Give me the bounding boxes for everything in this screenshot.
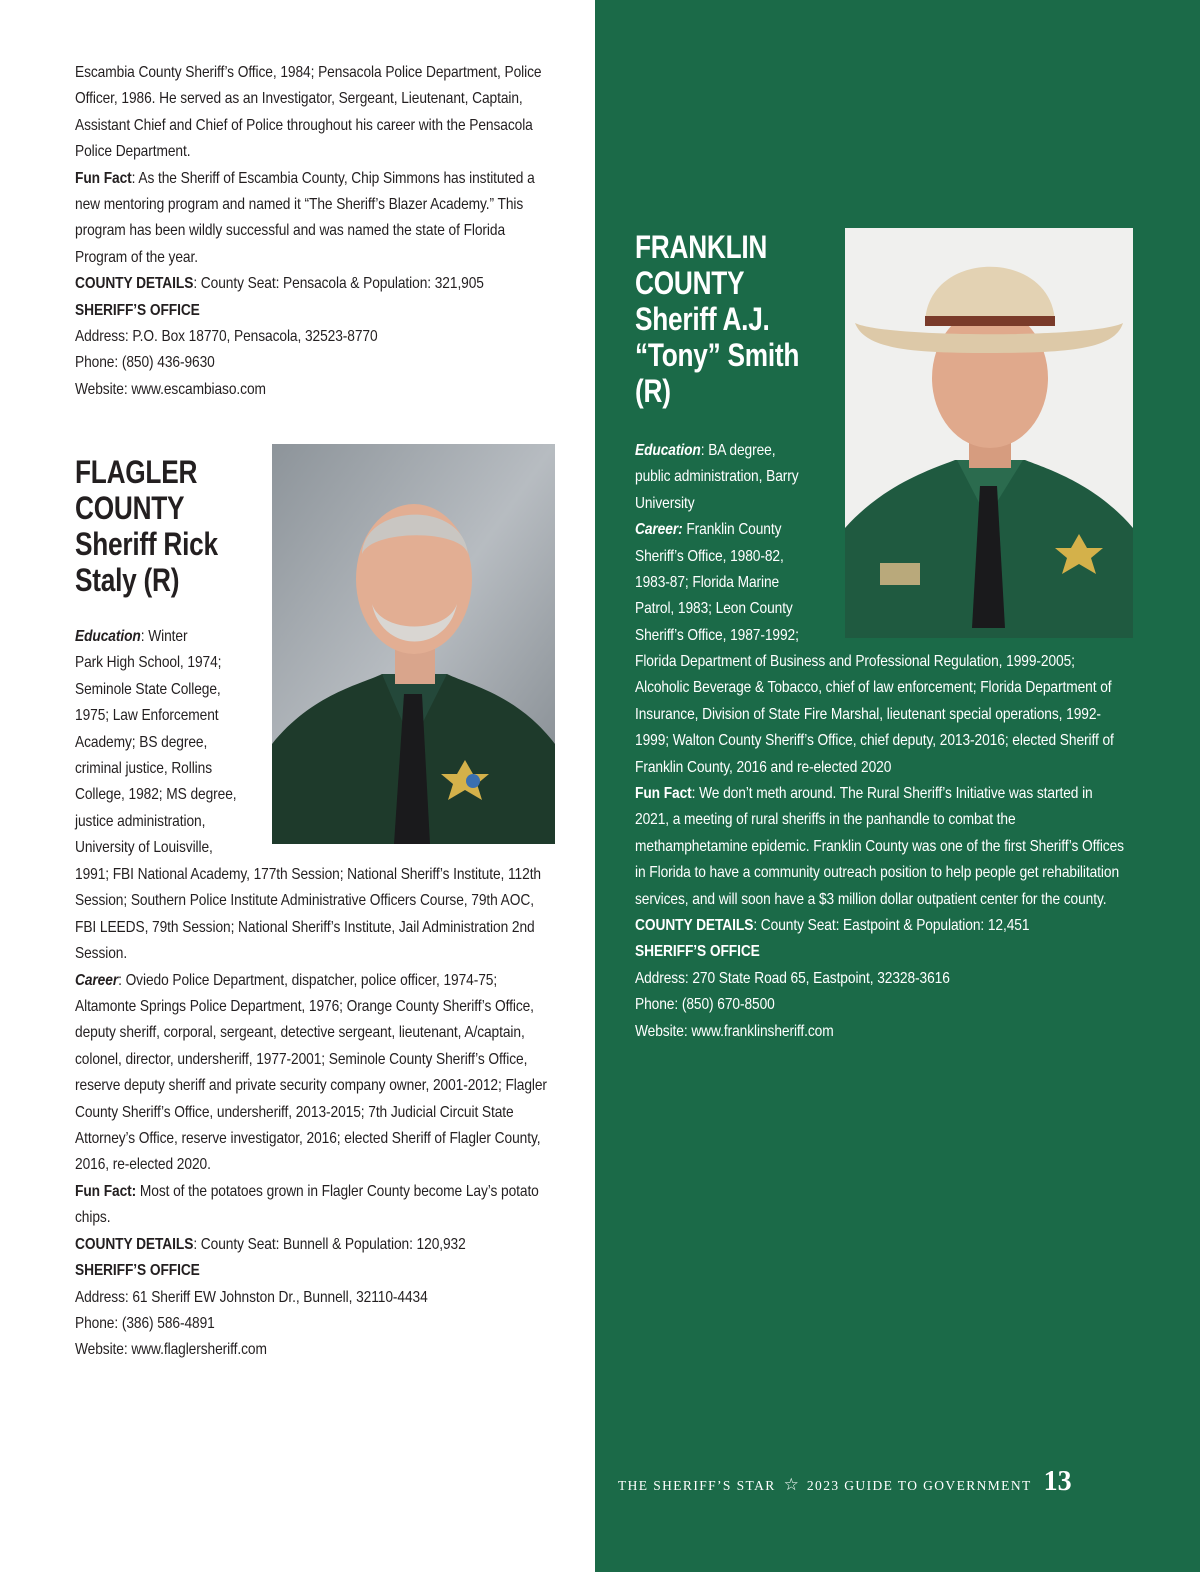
franklin-sheriff-photo bbox=[845, 228, 1133, 638]
escambia-address: Address: P.O. Box 18770, Pensacola, 32523-8770 bbox=[75, 328, 378, 346]
franklin-phone: Phone: (850) 670-8500 bbox=[635, 996, 775, 1014]
flagler-address: Address: 61 Sheriff EW Johnston Dr., Bunnell, 32110-4434 bbox=[75, 1288, 428, 1306]
franklin-body-wide bbox=[635, 649, 1130, 1045]
flagler-edu-line: 1975; Law Enforcement bbox=[75, 707, 219, 725]
flagler-edu-line: Seminole State College, bbox=[75, 680, 221, 698]
flagler-edu-line: Park High School, 1974; bbox=[75, 654, 222, 672]
escambia-continuation bbox=[75, 60, 557, 403]
escambia-website: Website: www.escambiaso.com bbox=[75, 380, 266, 398]
escambia-office-label: SHERIFF’S OFFICE bbox=[75, 301, 200, 319]
portrait-illustration bbox=[272, 444, 555, 844]
franklin-career-line-1: Career: Franklin County bbox=[635, 521, 782, 539]
franklin-edu-line-1: Education: BA degree, bbox=[635, 442, 776, 459]
flagler-website: Website: www.flaglersheriff.com bbox=[75, 1341, 267, 1359]
franklin-heading: FRANKLIN COUNTY Sheriff A.J. “Tony” Smith (R) bbox=[635, 229, 800, 409]
franklin-career-line: Patrol, 1983; Leon County bbox=[635, 600, 793, 618]
flagler-county-details: COUNTY DETAILS: County Seat: Bunnell & Population: 120,932 bbox=[75, 1235, 466, 1253]
publication-name: THE SHERIFF’S STAR bbox=[618, 1478, 776, 1493]
franklin-narrow-text bbox=[635, 438, 841, 649]
flagler-edu-line: College, 1982; MS degree, bbox=[75, 786, 237, 804]
franklin-county-details: COUNTY DETAILS: County Seat: Eastpoint & Population: 12,451 bbox=[635, 917, 1030, 935]
flagler-edu-line-1: Education: Winter bbox=[75, 628, 188, 645]
flagler-office-label: SHERIFF’S OFFICE bbox=[75, 1262, 200, 1280]
star-outline-icon: ☆ bbox=[783, 1475, 799, 1494]
franklin-career-line: 1983-87; Florida Marine bbox=[635, 574, 780, 592]
guide-title: 2023 GUIDE TO GOVERNMENT bbox=[806, 1478, 1032, 1493]
franklin-fun-fact: Fun Fact: We don’t meth around. The Rural Sheriff’s Initiative was started in 2021, a meeting of rural sheriffs in the panhandle to combat the methamphetamine epidemic. Franklin County was one of the first Sheriff’s Offices in Florida to have a community outreach position to help people get rehabilitation services, and will soon have a $3 million dollar outpatient center for the county. bbox=[635, 785, 1124, 908]
franklin-office-label: SHERIFF’S OFFICE bbox=[635, 943, 760, 961]
page-number: 13 bbox=[1043, 1466, 1072, 1497]
franklin-career-continued: Florida Department of Business and Professional Regulation, 1999-2005; Alcoholic Beverage & Tobacco, chief of law enforcement; Florida Department of Insurance, Division of State Fire Marshal, lieutenant special operations, 1992-1999; Walton County Sheriff’s Office, chief deputy, 2013-2016; elected Sheriff of Franklin County, 2016 and re-elected 2020 bbox=[635, 653, 1114, 776]
escambia-career-tail: Escambia County Sheriff’s Office, 1984; Pensacola Police Department, Police Officer, 1986. He served as an Investigator, Sergeant, Lieutenant, Captain, Assistant Chief and Chief of Police throughout his career with the Pensacola Police Department. bbox=[75, 64, 542, 161]
franklin-website: Website: www.franklinsheriff.com bbox=[635, 1022, 834, 1040]
flagler-education-narrow bbox=[75, 624, 273, 862]
franklin-edu-line: University bbox=[635, 494, 695, 512]
franklin-edu-line: public administration, Barry bbox=[635, 468, 799, 486]
flagler-phone: Phone: (386) 586-4891 bbox=[75, 1314, 215, 1332]
flagler-sheriff-photo bbox=[272, 444, 555, 844]
flagler-body-wide bbox=[75, 862, 557, 1364]
flagler-education-continued: 1991; FBI National Academy, 177th Session; National Sheriff’s Institute, 112th Session; Southern Police Institute Administrative Officers Course, 79th AOC, FBI LEEDS, 79th Session; National Sheriff’s Institute, Jail Administration 2nd Session. bbox=[75, 866, 541, 963]
portrait-illustration bbox=[845, 228, 1133, 638]
flagler-edu-line: University of Louisville, bbox=[75, 839, 213, 857]
franklin-address: Address: 270 State Road 65, Eastpoint, 32328-3616 bbox=[635, 969, 950, 987]
flagler-heading: FLAGLER COUNTY Sheriff Rick Staly (R) bbox=[75, 454, 218, 598]
escambia-county-details: COUNTY DETAILS: County Seat: Pensacola & Population: 321,905 bbox=[75, 275, 484, 293]
escambia-fun-fact: Fun Fact: As the Sheriff of Escambia County, Chip Simmons has instituted a new mentoring program and named it “The Sheriff’s Blazer Academy.” This program has been wildly successful and was named the state of Florida Program of the year. bbox=[75, 169, 535, 266]
franklin-career-line: Sheriff’s Office, 1987-1992; bbox=[635, 626, 799, 644]
flagler-edu-line: justice administration, bbox=[75, 812, 206, 830]
franklin-career-line: Sheriff’s Office, 1980-82, bbox=[635, 547, 784, 565]
escambia-phone: Phone: (850) 436-9630 bbox=[75, 354, 215, 372]
flagler-career: Career: Oviedo Police Department, dispatcher, police officer, 1974-75; Altamonte Springs Police Department, 1976; Orange County Sheriff’s Office, deputy sheriff, corporal, sergeant, detective sergeant, lieutenant, A/captain, colonel, director, undersheriff, 1977-2001; Seminole County Sheriff’s Office, reserve deputy sheriff and private security company owner, 2001-2012; Flagler County Sheriff’s Office, undersheriff, 2013-2015; 7th Judicial Circuit State Attorney’s Office, reserve investigator, 2016; elected Sheriff of Flagler County, 2016, re-elected 2020. bbox=[75, 971, 547, 1174]
flagler-fun-fact: Fun Fact: Most of the potatoes grown in Flagler County become Lay’s potato chips. bbox=[75, 1182, 539, 1227]
flagler-edu-line: criminal justice, Rollins bbox=[75, 760, 213, 778]
page-footer bbox=[618, 1466, 1138, 1506]
flagler-edu-line: Academy; BS degree, bbox=[75, 733, 208, 751]
